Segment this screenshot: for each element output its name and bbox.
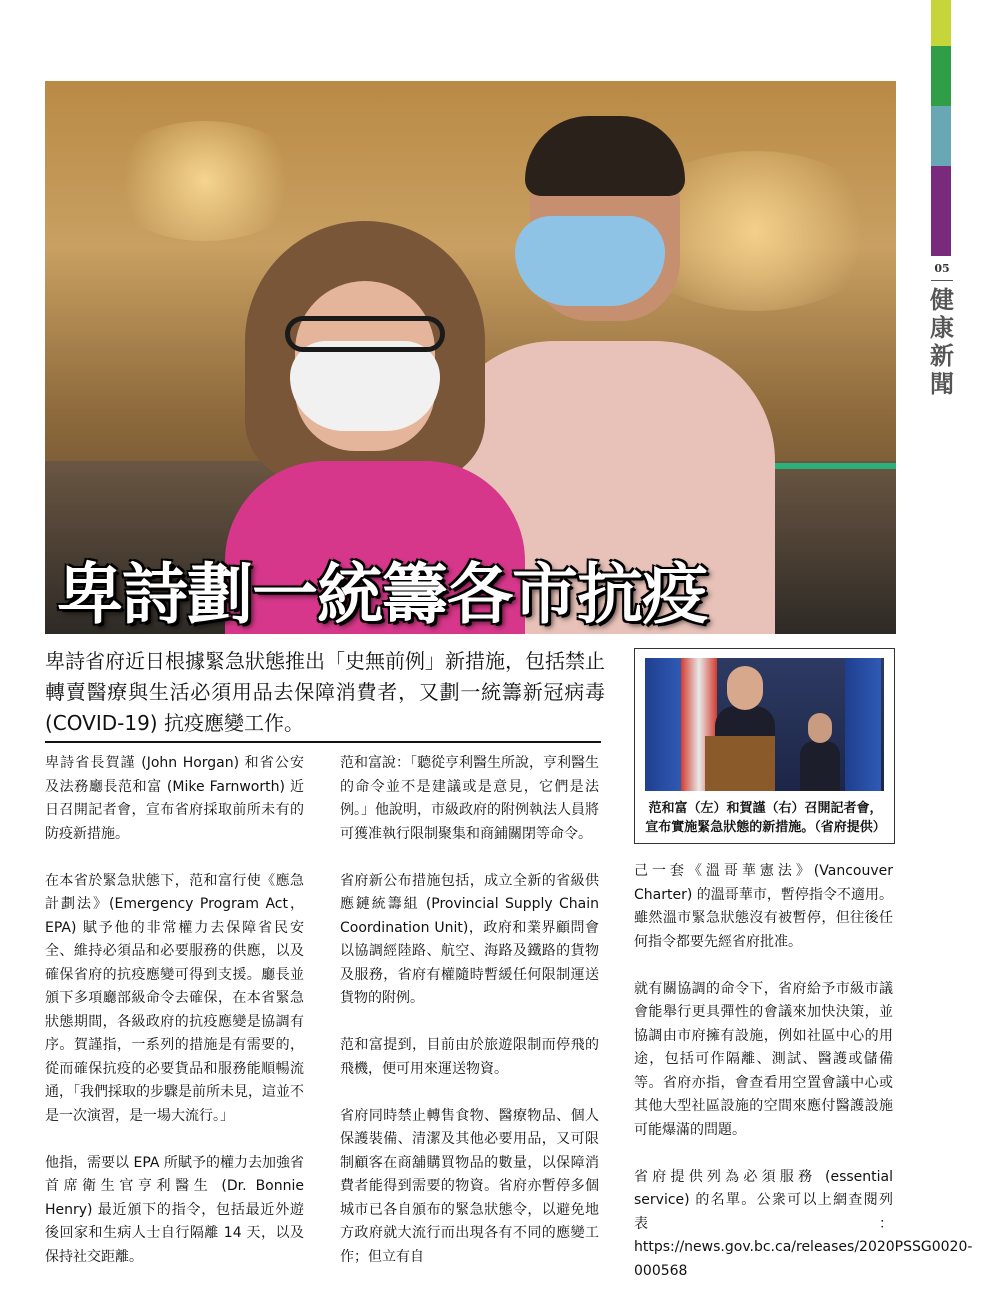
section-label-char: 健 (930, 285, 954, 314)
section-label-char: 聞 (930, 369, 954, 398)
photo-caption: 范和富（左）和賀謹（右）召開記者會，宣布實施緊急狀態的新措施。（省府提供） (645, 801, 886, 835)
article-paragraph: 省府新公布措施包括，成立全新的省級供應鏈統籌組 (Provincial Supply Chain Coordination Unit)，政府和業界顧問會以協調經陸路、航空、海路及鐵路的貨物及服務，省府有權隨時暫緩任何限制運送貨物的附例。 (340, 872, 599, 1006)
article-paragraph: 在本省於緊急狀態下，范和富行使《應急計劃法》(Emergency Program Act，EPA) 賦予他的非常權力去保障省民安全、維持必須品和必要服務的供應，以及確保省府的抗疫應變可得到支援。廳長並頒下多項廳部級命令去確保，在本省緊急狀態期間，各級政府的抗疫應變是協調有序。賀謹指，一系列的措施是有需要的，從而確保抗疫的必要貨品和服務能順暢流通，「我們採取的步驟是前所未見，這並不是一次演習，是一場大流行。」 (45, 872, 304, 1124)
lead-divider (45, 741, 601, 743)
section-label (928, 286, 956, 398)
article-paragraph: 卑詩省長賀謹 (John Horgan) 和省公安及法務廳長范和富 (Mike Farnworth) 近日召開記者會，宣布省府採取前所未有的防疫新措施。 (45, 755, 304, 842)
glasses (285, 316, 445, 352)
article-column-3 (634, 860, 973, 1307)
article-column-2 (340, 752, 599, 1293)
page-number: 05 (934, 262, 950, 275)
article-paragraph: 省府提供列為必須服務 (essential service) 的名單。公衆可以上網查閱列表：https://news.gov.bc.ca/releases/2020PSSG0020-000568 (634, 1168, 973, 1279)
page-number-divider (931, 280, 953, 281)
hero-photo (45, 81, 896, 634)
photo-box (634, 648, 895, 844)
article-column-1 (45, 752, 304, 1293)
section-label-char: 新 (930, 341, 954, 370)
article-paragraph: 就有關協調的命令下，省府給予市級市議會能舉行更具彈性的會議來加快決策，並協調由市府擁有設施，例如社區中心的用途，包括可作隔離、測試、醫護或儲備等。省府亦指，會查看用空置會議中心或其他大型社區設施的空間來應付醫護設施可能爆滿的問題。 (634, 980, 893, 1138)
article-paragraph: 己一套《溫哥華憲法》(Vancouver Charter) 的溫哥華市，暫停指令不適用。雖然溫市緊急狀態沒有被暫停，但往後任何指令都要先經省府批准。 (634, 863, 893, 950)
article-paragraph: 省府同時禁止轉售食物、醫療物品、個人保護裝備、清潔及其他必要用品，又可限制顧客在商舖購買物品的數量，以保障消費者能得到需要的物資。省府亦暫停多個城市已各自頒布的緊急狀態令，以避免地方政府就大流行而出現各有不同的應變工作；但立有自 (340, 1107, 599, 1265)
podium (705, 736, 775, 791)
article-paragraph: 范和富提到，目前由於旅遊限制而停飛的飛機，便可用來運送物資。 (340, 1037, 599, 1077)
section-tab-lime (931, 0, 951, 46)
lead-paragraph: 卑詩省府近日根據緊急狀態推出「史無前例」新措施，包括禁止轉賣醫療與生活必須用品去保障消費者，又劃一統籌新冠病毒 (COVID-19) 抗疫應變工作。 (45, 649, 605, 735)
article-paragraph: 范和富說：「聽從亨利醫生所說，亨利醫生的命令並不是建議或是意見，它們是法例。」他說明，市級政府的附例執法人員將可獲准執行限制聚集和商鋪關閉等命令。 (340, 755, 599, 842)
section-label-char: 康 (930, 313, 954, 342)
face-mask (515, 216, 665, 306)
section-tab-purple (931, 166, 951, 256)
headline-line-2 (57, 618, 707, 634)
section-tab-green (931, 46, 951, 106)
headline-line-1: 卑詩劃一統籌各市抗疫 (57, 556, 707, 633)
article-paragraph: 他指，需要以 EPA 所賦予的權力去加強省首席衛生官亨利醫生 (Dr. Bonnie Henry) 最近頒下的指令，包括最近外遊後回家和生病人士自行隔離 14 天，以及保持社交距離。 (45, 1154, 304, 1265)
face-mask (290, 341, 440, 431)
press-conference-photo (645, 658, 884, 791)
section-tab-teal (931, 106, 951, 166)
